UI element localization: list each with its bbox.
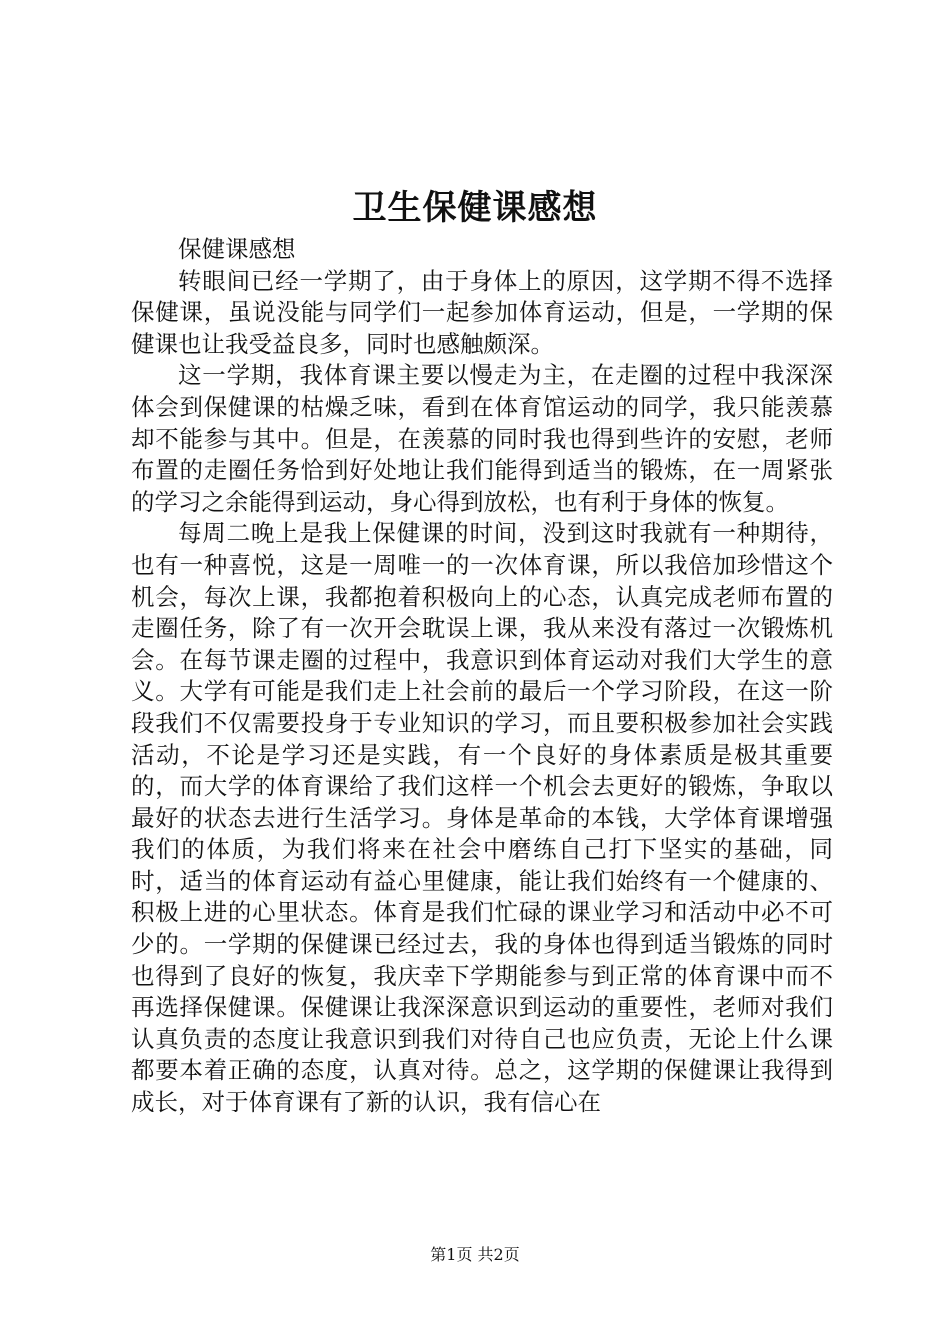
document-body [131,234,833,1119]
document-title: 卫生保健课感想 [352,188,598,228]
subtitle-paragraph: 保健课感想 [178,235,296,263]
body-paragraph-1: 转眼间已经一学期了，由于身体上的原因，这学期不得不选择保健课，虽说没能与同学们一起参加体育运动，但是，一学期的保健课也让我受益良多，同时也感触颇深。 [131,266,833,358]
body-paragraph-2: 这一学期，我体育课主要以慢走为主，在走圈的过程中我深深体会到保健课的枯燥乏味，看到在体育馆运动的同学，我只能羡慕却不能参与其中。但是，在羡慕的同时我也得到些许的安慰，老师布置的走圈任务恰到好处地让我们能得到适当的锻炼，在一周紧张的学习之余能得到运动，身心得到放松，也有利于身体的恢复。 [131,361,833,516]
body-paragraph-3: 每周二晚上是我上保健课的时间，没到这时我就有一种期待，也有一种喜悦，这是一周唯一的一次体育课，所以我倍加珍惜这个机会，每次上课，我都抱着积极向上的心态，认真完成老师布置的走圈任务，除了有一次开会耽误上课，我从来没有落过一次锻炼机会。在每节课走圈的过程中，我意识到体育运动对我们大学生的意义。大学有可能是我们走上社会前的最后一个学习阶段，在这一阶段我们不仅需要投身于专业知识的学习，而且要积极参加社会实践活动，不论是学习还是实践，有一个良好的身体素质是极其重要的，而大学的体育课给了我们这样一个机会去更好的锻炼，争取以最好的状态去进行生活学习。身体是革命的本钱，大学体育课增强我们的体质，为我们将来在社会中磨练自己打下坚实的基础，同时，适当的体育运动有益心里健康，能让我们始终有一个健康的、积极上进的心里状态。体育是我们忙碌的课业学习和活动中必不可少的。一学期的保健课已经过去，我的身体也得到适当锻炼的同时也得到了良好的恢复，我庆幸下学期能参与到正常的体育课中而不再选择保健课。保健课让我深深意识到运动的重要性，老师对我们认真负责的态度让我意识到我们对待自己也应负责，无论上什么课都要本着正确的态度，认真对待。总之，这学期的保健课让我得到成长，对于体育课有了新的认识，我有信心在 [131,519,833,1117]
page-footer: 第1页 共2页 [430,1245,520,1264]
